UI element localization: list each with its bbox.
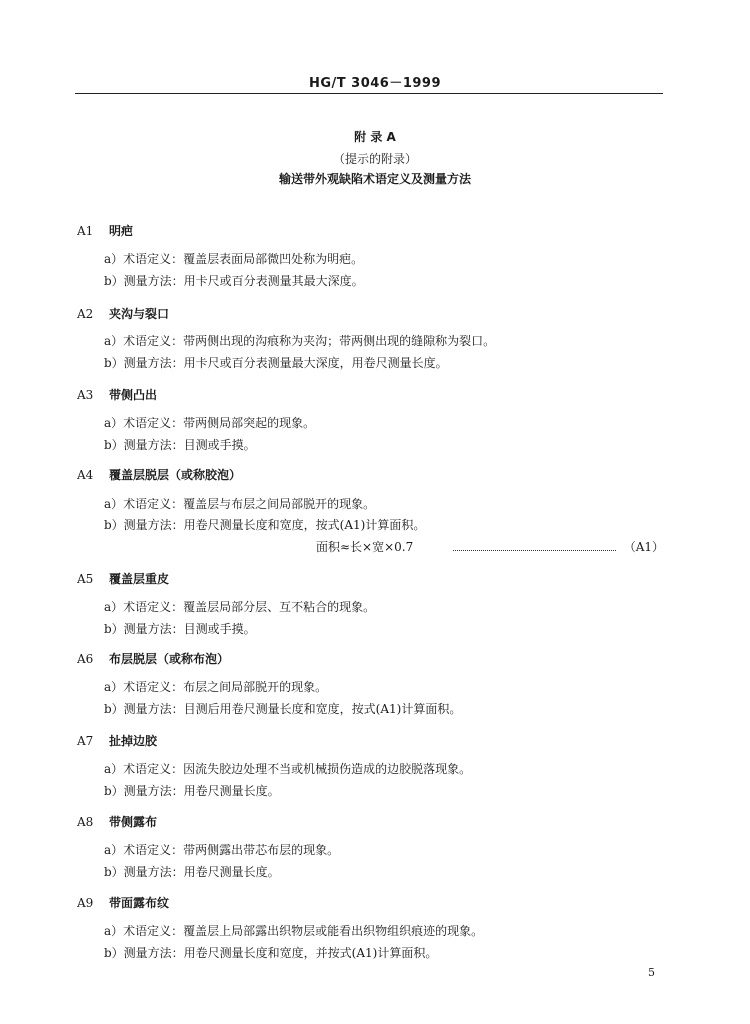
method-text: b）测量方法：用卡尺或百分表测量最大深度，用卷尺测量长度。 [104,356,448,370]
appendix-heading: 输送带外观缺陷术语定义及测量方法 [278,172,471,186]
method-text: b）测量方法：用卷尺测量长度和宽度，并按式(A1)计算面积。 [104,946,438,960]
method-text: b）测量方法：目测后用卷尺测量长度和宽度，按式(A1)计算面积。 [104,702,462,716]
section-number: A4 [77,468,94,482]
formula-expression: 面积≈长×宽×0.7 [316,540,414,554]
definition-text: a）术语定义：覆盖层上局部露出织物层或能看出织物组织痕迹的现象。 [104,924,484,938]
section-heading [77,732,157,749]
appendix-title: 附 录 A [354,130,396,144]
section-number: A2 [77,307,94,321]
definition-text: a）术语定义：覆盖层表面局部微凹处称为明疤。 [104,252,364,266]
definition-text: a）术语定义：布层之间局部脱开的现象。 [104,680,328,694]
method-text: b）测量方法：用卷尺测量长度。 [104,865,280,879]
method-text: b）测量方法：用卷尺测量长度和宽度，按式(A1)计算面积。 [104,518,426,532]
section-number: A6 [77,652,94,666]
section-title: 带侧露布 [109,815,158,829]
section-heading [77,650,229,667]
section-heading [77,222,133,239]
definition-text: a）术语定义：带两侧局部突起的现象。 [104,416,316,430]
leader-dots [453,541,615,551]
section-title: 布层脱层（或称布泡） [109,652,230,666]
section-title: 带侧凸出 [109,388,158,402]
definition-text: a）术语定义：覆盖层局部分层、互不粘合的现象。 [104,600,376,614]
section-heading [77,386,157,403]
document-header: HG/T 3046－1999 [308,76,442,91]
section-title: 带面露布纹 [109,896,170,910]
section-heading [77,305,169,322]
section-heading [77,894,169,911]
definition-text: a）术语定义：因流失胶边处理不当或机械损伤造成的边胶脱落现象。 [104,762,472,776]
section-heading [77,570,169,587]
section-title: 扯掉边胶 [109,734,158,748]
definition-text: a）术语定义：带两侧露出带芯布层的现象。 [104,843,340,857]
section-title: 覆盖层重皮 [109,572,170,586]
method-text: b）测量方法：用卡尺或百分表测量其最大深度。 [104,274,364,288]
method-text: b）测量方法：目测或手摸。 [104,438,256,452]
formula-a1 [316,538,664,555]
page-number: 5 [648,966,655,979]
section-number: A7 [77,734,94,748]
section-title: 覆盖层脱层（或称胶泡） [109,468,242,482]
method-text: b）测量方法：目测或手摸。 [104,622,256,636]
section-heading [77,466,241,483]
section-number: A1 [77,224,94,238]
formula-label: （A1） [623,540,664,554]
section-number: A8 [77,815,94,829]
section-number: A3 [77,388,94,402]
header-rule [75,93,663,94]
section-number: A5 [77,572,94,586]
appendix-subtitle: （提示的附录） [332,152,417,166]
definition-text: a）术语定义：带两侧出现的沟痕称为夹沟；带两侧出现的缝隙称为裂口。 [104,334,496,348]
section-title: 夹沟与裂口 [109,307,170,321]
section-title: 明疤 [109,224,134,238]
definition-text: a）术语定义：覆盖层与布层之间局部脱开的现象。 [104,497,376,511]
section-number: A9 [77,896,94,910]
method-text: b）测量方法：用卷尺测量长度。 [104,784,280,798]
section-heading [77,813,157,830]
